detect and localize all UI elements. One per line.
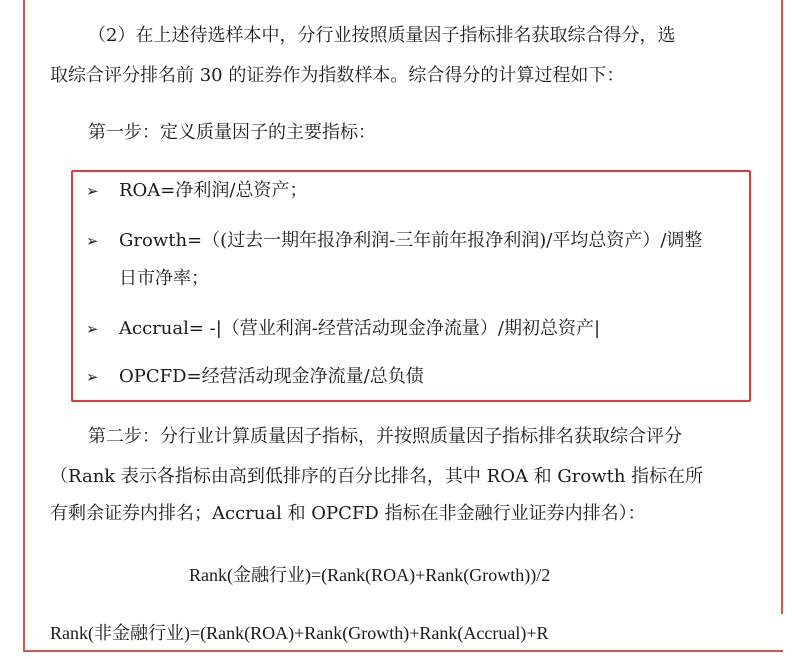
formula-non-financial: Rank(非金融行业)=(Rank(ROA)+Rank(Growth)+Rank(Accrual)+R xyxy=(50,623,549,643)
arrow-bullet-icon: ➢ xyxy=(86,320,99,338)
step-2-line-3: 有剩余证券内排名；Accrual 和 OPCFD 指标在非金融行业证券内排名）： xyxy=(50,503,646,524)
arrow-bullet-icon: ➢ xyxy=(86,182,99,200)
indicator-growth: Growth=（(过去一期年报净利润-三年前年报净利润)/平均总资产）/调整 xyxy=(119,230,703,251)
indicator-growth-continued: 日市净率； xyxy=(119,268,209,289)
indicator-opcfd: OPCFD=经营活动现金净流量/总负债 xyxy=(119,366,424,387)
step-2-line-1: 第二步：分行业计算质量因子指标，并按照质量因子指标排名获取综合评分 xyxy=(88,426,682,447)
indicator-accrual: Accrual= -|（营业利润-经营活动现金净流量）/期初总资产| xyxy=(119,318,601,339)
paragraph-2-line-1: （2）在上述待选样本中，分行业按照质量因子指标排名获取综合得分，选 xyxy=(88,25,676,46)
step-2-line-2: （Rank 表示各指标由高到低排序的百分比排名，其中 ROA 和 Growth 指标在所 xyxy=(50,466,704,487)
fade-overlay xyxy=(585,614,811,650)
indicator-roa: ROA=净利润/总资产； xyxy=(119,180,308,201)
arrow-bullet-icon: ➢ xyxy=(86,368,99,386)
paragraph-2-line-2: 取综合评分排名前 30 的证券作为指数样本。综合得分的计算过程如下： xyxy=(50,65,625,86)
formula-financial: Rank(金融行业)=(Rank(ROA)+Rank(Growth))/2 xyxy=(189,565,551,585)
arrow-bullet-icon: ➢ xyxy=(86,232,99,250)
step-1-heading: 第一步：定义质量因子的主要指标： xyxy=(88,122,376,143)
